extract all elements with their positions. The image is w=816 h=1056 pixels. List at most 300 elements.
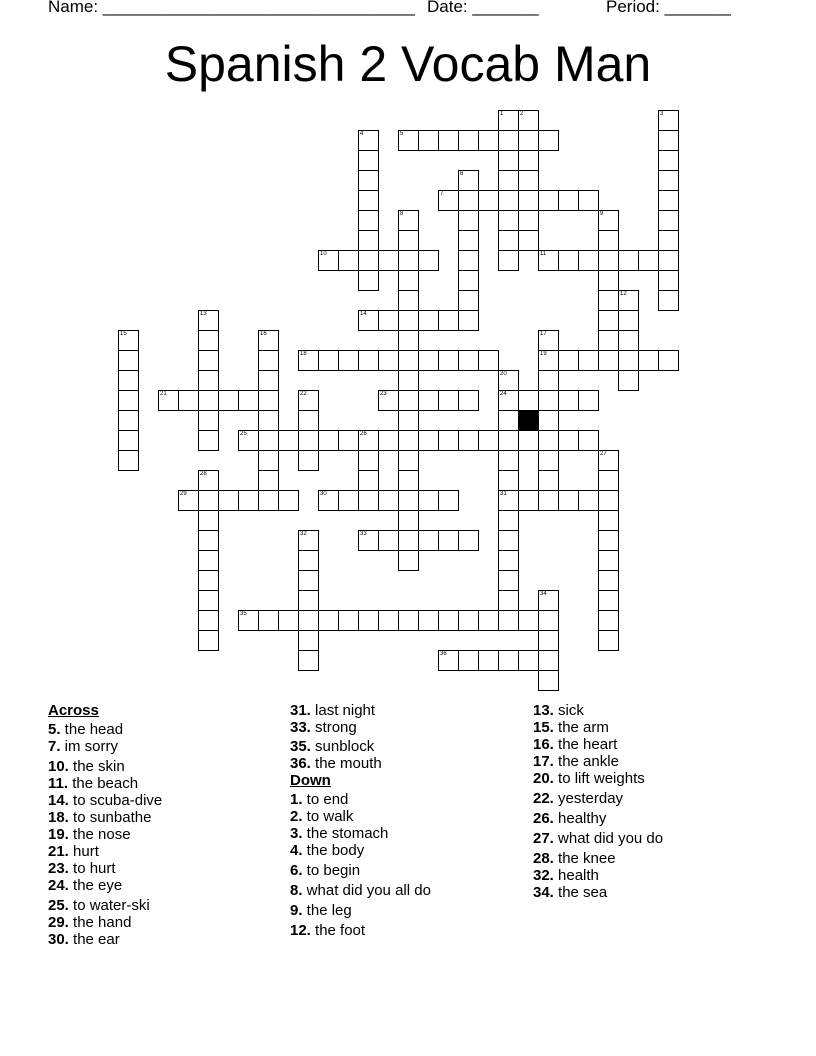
clue-number: 2 [520, 111, 524, 117]
grid-cell[interactable] [598, 270, 619, 291]
grid-cell[interactable] [598, 230, 619, 251]
clue-number: 14 [360, 311, 367, 317]
grid-cell[interactable] [638, 250, 659, 271]
clue-number: 28 [200, 471, 207, 477]
clue-number: 15 [120, 331, 127, 337]
grid-cell[interactable] [578, 350, 599, 371]
grid-cell[interactable] [238, 390, 259, 411]
grid-cell[interactable] [258, 490, 279, 511]
grid-cell[interactable] [298, 570, 319, 591]
grid-cell[interactable] [418, 130, 439, 151]
across-clue: 24. the eye [48, 877, 123, 894]
grid-cell[interactable] [498, 130, 519, 151]
grid-cell[interactable] [598, 630, 619, 651]
grid-cell[interactable] [498, 190, 519, 211]
grid-cell[interactable] [458, 270, 479, 291]
grid-cell[interactable] [358, 470, 379, 491]
grid-cell[interactable] [598, 590, 619, 611]
grid-cell[interactable] [118, 350, 139, 371]
grid-cell[interactable] [398, 270, 419, 291]
clue-number: 10 [320, 251, 327, 257]
grid-cell[interactable] [318, 430, 339, 451]
grid-cell[interactable] [438, 490, 459, 511]
grid-cell[interactable] [438, 390, 459, 411]
grid-cell[interactable] [398, 390, 419, 411]
grid-cell[interactable] [598, 550, 619, 571]
across-clue: 33. strong [290, 719, 357, 736]
clue-number: 6 [460, 171, 464, 177]
down-clue: 6. to begin [290, 862, 361, 879]
grid-cell[interactable] [538, 190, 559, 211]
grid-cell[interactable] [198, 430, 219, 451]
down-heading: Down [290, 772, 331, 789]
grid-cell[interactable] [518, 150, 539, 171]
grid-cell[interactable] [478, 610, 499, 631]
grid-cell[interactable] [598, 250, 619, 271]
grid-cell[interactable] [358, 450, 379, 471]
down-clue-list-2 [533, 702, 773, 901]
grid-cell[interactable] [538, 470, 559, 491]
grid-cell[interactable] [398, 450, 419, 471]
grid-cell[interactable] [478, 430, 499, 451]
grid-cell[interactable] [278, 430, 299, 451]
grid-cell[interactable] [598, 330, 619, 351]
grid-cell[interactable] [598, 290, 619, 311]
grid-cell[interactable] [498, 170, 519, 191]
grid-cell[interactable] [358, 210, 379, 231]
across-clue-list-2 [290, 702, 530, 772]
grid-cell[interactable] [518, 490, 539, 511]
grid-cell[interactable] [198, 630, 219, 651]
grid-cell[interactable] [198, 390, 219, 411]
clue-number: 11 [540, 251, 547, 257]
grid-cell[interactable] [358, 230, 379, 251]
down-clue: 32. health [533, 867, 599, 884]
grid-cell[interactable] [358, 250, 379, 271]
grid-cell[interactable] [498, 450, 519, 471]
grid-cell[interactable] [398, 290, 419, 311]
grid-cell[interactable] [458, 310, 479, 331]
clue-number: 32 [300, 531, 307, 537]
grid-cell[interactable] [378, 610, 399, 631]
grid-cell[interactable] [398, 610, 419, 631]
grid-cell[interactable] [458, 430, 479, 451]
down-clue: 20. to lift weights [533, 770, 645, 787]
clue-number: 23 [380, 391, 387, 397]
grid-cell[interactable] [198, 370, 219, 391]
grid-cell[interactable] [198, 610, 219, 631]
grid-cell[interactable] [558, 190, 579, 211]
grid-cell[interactable] [458, 390, 479, 411]
grid-cell[interactable] [398, 310, 419, 331]
grid-cell[interactable] [198, 510, 219, 531]
grid-cell[interactable] [538, 610, 559, 631]
grid-cell[interactable] [338, 350, 359, 371]
grid-cell[interactable] [618, 330, 639, 351]
down-clue: 27. what did you do [533, 830, 664, 847]
grid-cell[interactable] [598, 510, 619, 531]
grid-cell[interactable] [318, 610, 339, 631]
down-clue: 28. the knee [533, 850, 616, 867]
grid-cell[interactable] [518, 610, 539, 631]
clue-number: 26 [360, 431, 367, 437]
grid-cell[interactable] [618, 310, 639, 331]
across-heading: Across [48, 702, 99, 719]
grid-cell[interactable] [198, 590, 219, 611]
grid-cell[interactable] [258, 410, 279, 431]
grid-cell[interactable] [458, 130, 479, 151]
grid-cell[interactable] [398, 530, 419, 551]
grid-cell[interactable] [658, 210, 679, 231]
grid-cell[interactable] [498, 590, 519, 611]
grid-cell[interactable] [498, 430, 519, 451]
grid-cell[interactable] [438, 530, 459, 551]
grid-cell[interactable] [658, 290, 679, 311]
grid-cell[interactable] [298, 650, 319, 671]
clue-number: 4 [360, 131, 364, 137]
grid-cell[interactable] [298, 630, 319, 651]
grid-cell[interactable] [458, 650, 479, 671]
down-clue: 9. the leg [290, 902, 352, 919]
across-clue: 11. the beach [48, 775, 139, 792]
down-clue: 15. the arm [533, 719, 609, 736]
grid-cell[interactable] [458, 230, 479, 251]
clue-number: 12 [620, 291, 627, 297]
grid-cell[interactable] [398, 370, 419, 391]
grid-cell[interactable] [398, 470, 419, 491]
grid-cell[interactable] [498, 470, 519, 491]
grid-cell[interactable] [218, 390, 239, 411]
across-clue: 30. the ear [48, 931, 120, 948]
grid-cell[interactable] [118, 410, 139, 431]
down-clue-list-1 [290, 791, 530, 939]
grid-cell[interactable] [418, 390, 439, 411]
grid-cell[interactable] [538, 650, 559, 671]
across-clue: 19. the nose [48, 826, 131, 843]
grid-cell[interactable] [498, 250, 519, 271]
clue-column-2 [290, 702, 530, 939]
grid-cell[interactable] [378, 310, 399, 331]
grid-cell[interactable] [358, 350, 379, 371]
grid-cell[interactable] [338, 250, 359, 271]
grid-cell[interactable] [358, 190, 379, 211]
grid-cell[interactable] [298, 410, 319, 431]
grid-cell[interactable] [398, 550, 419, 571]
clue-number: 7 [440, 191, 444, 197]
grid-cell[interactable] [538, 630, 559, 651]
grid-cell[interactable] [558, 250, 579, 271]
grid-cell[interactable] [518, 190, 539, 211]
grid-cell[interactable] [498, 210, 519, 231]
grid-cell[interactable] [258, 430, 279, 451]
grid-cell[interactable] [538, 410, 559, 431]
down-clue: 2. to walk [290, 808, 354, 825]
across-clue-list-1 [48, 721, 288, 948]
grid-cell[interactable] [518, 230, 539, 251]
grid-cell[interactable] [598, 490, 619, 511]
grid-cell[interactable] [198, 330, 219, 351]
grid-cell[interactable] [378, 530, 399, 551]
clue-number: 29 [180, 491, 187, 497]
grid-cell[interactable] [538, 450, 559, 471]
grid-cell[interactable] [478, 650, 499, 671]
grid-cell[interactable] [358, 170, 379, 191]
down-clue: 1. to end [290, 791, 349, 808]
grid-cell[interactable] [418, 490, 439, 511]
grid-cell[interactable] [358, 490, 379, 511]
clue-number: 25 [240, 431, 247, 437]
across-clue: 36. the mouth [290, 755, 382, 772]
clue-number: 36 [440, 651, 447, 657]
grid-cell[interactable] [258, 390, 279, 411]
grid-cell[interactable] [458, 610, 479, 631]
clue-number: 33 [360, 531, 367, 537]
grid-cell[interactable] [458, 210, 479, 231]
grid-cell[interactable] [398, 430, 419, 451]
grid-cell[interactable] [198, 350, 219, 371]
grid-cell[interactable] [498, 610, 519, 631]
grid-cell[interactable] [538, 670, 559, 691]
grid-cell[interactable] [518, 130, 539, 151]
grid-cell[interactable] [118, 430, 139, 451]
grid-cell[interactable] [258, 370, 279, 391]
grid-cell[interactable] [658, 270, 679, 291]
clue-number: 9 [600, 211, 604, 217]
clue-number: 3 [660, 111, 664, 117]
grid-cell[interactable] [198, 530, 219, 551]
grid-cell[interactable] [498, 230, 519, 251]
name-field[interactable]: Name: _________________________________ [48, 0, 415, 16]
grid-cell[interactable] [278, 490, 299, 511]
clue-column-3 [533, 702, 773, 901]
period-field[interactable]: Period: _______ [606, 0, 731, 16]
grid-cell[interactable] [518, 170, 539, 191]
grid-cell[interactable] [658, 350, 679, 371]
grid-cell[interactable] [418, 350, 439, 371]
clue-number: 5 [400, 131, 404, 137]
grid-cell[interactable] [598, 570, 619, 591]
down-clue: 34. the sea [533, 884, 608, 901]
clue-column-1 [48, 702, 288, 948]
clue-number: 30 [320, 491, 327, 497]
grid-cell[interactable] [518, 430, 539, 451]
grid-cell[interactable] [558, 430, 579, 451]
grid-cell[interactable] [518, 390, 539, 411]
grid-cell[interactable] [578, 250, 599, 271]
across-clue: 29. the hand [48, 914, 132, 931]
grid-cell[interactable] [378, 250, 399, 271]
down-clue: 22. yesterday [533, 790, 624, 807]
grid-cell[interactable] [338, 610, 359, 631]
across-clue: 35. sunblock [290, 738, 375, 755]
grid-cell[interactable] [458, 190, 479, 211]
grid-cell[interactable] [258, 610, 279, 631]
grid-cell[interactable] [298, 450, 319, 471]
grid-cell[interactable] [658, 150, 679, 171]
grid-cell[interactable] [538, 490, 559, 511]
grid-cell[interactable] [538, 390, 559, 411]
clue-number: 31 [500, 491, 507, 497]
grid-cell[interactable] [498, 530, 519, 551]
grid-cell[interactable] [298, 550, 319, 571]
grid-cell[interactable] [398, 410, 419, 431]
clue-number: 8 [400, 211, 404, 217]
grid-cell[interactable] [358, 150, 379, 171]
across-clue: 25. to water-ski [48, 897, 150, 914]
grid-cell[interactable] [618, 250, 639, 271]
across-clue: 14. to scuba-dive [48, 792, 163, 809]
grid-cell[interactable] [298, 610, 319, 631]
down-clue: 8. what did you all do [290, 882, 431, 899]
grid-cell[interactable] [538, 370, 559, 391]
across-clue: 23. to hurt [48, 860, 116, 877]
down-clue: 13. sick [533, 702, 584, 719]
grid-cell[interactable] [398, 230, 419, 251]
grid-cell[interactable] [518, 210, 539, 231]
grid-cell[interactable] [398, 330, 419, 351]
clue-number: 1 [500, 111, 504, 117]
grid-cell[interactable] [118, 450, 139, 471]
grid-cell[interactable] [378, 430, 399, 451]
clue-number: 16 [260, 331, 267, 337]
across-clue: 7. im sorry [48, 738, 119, 755]
grid-cell[interactable] [398, 350, 419, 371]
grid-cell[interactable] [338, 490, 359, 511]
grid-cell[interactable] [258, 450, 279, 471]
page-title: Spanish 2 Vocab Man [164, 36, 652, 92]
grid-cell[interactable] [658, 190, 679, 211]
grid-cell[interactable] [198, 570, 219, 591]
down-clue: 4. the body [290, 842, 365, 859]
clue-number: 24 [500, 391, 507, 397]
grid-cell[interactable] [458, 250, 479, 271]
grid-cell[interactable] [478, 130, 499, 151]
grid-cell[interactable] [658, 230, 679, 251]
grid-cell[interactable] [598, 470, 619, 491]
grid-cell[interactable] [178, 390, 199, 411]
grid-cell[interactable] [318, 350, 339, 371]
grid-cell[interactable] [438, 350, 459, 371]
grid-cell[interactable] [598, 310, 619, 331]
clue-number: 35 [240, 611, 247, 617]
grid-cell[interactable] [238, 490, 259, 511]
grid-cell[interactable] [518, 650, 539, 671]
grid-cell[interactable] [418, 530, 439, 551]
grid-cell[interactable] [418, 430, 439, 451]
grid-cell[interactable] [438, 610, 459, 631]
grid-cell[interactable] [438, 130, 459, 151]
grid-cell[interactable] [118, 390, 139, 411]
grid-cell[interactable] [398, 510, 419, 531]
across-clue: 18. to sunbathe [48, 809, 152, 826]
grid-cell[interactable] [118, 370, 139, 391]
clue-number: 27 [600, 451, 607, 457]
grid-cell[interactable] [598, 350, 619, 371]
grid-cell[interactable] [598, 530, 619, 551]
grid-cell[interactable] [398, 250, 419, 271]
clue-number: 34 [540, 591, 547, 597]
grid-cell[interactable] [338, 430, 359, 451]
grid-cell[interactable] [218, 490, 239, 511]
grid-cell[interactable] [458, 350, 479, 371]
grid-cell[interactable] [198, 550, 219, 571]
clue-number: 20 [500, 371, 507, 377]
grid-cell[interactable] [478, 190, 499, 211]
clue-number: 22 [300, 391, 307, 397]
date-field[interactable]: Date: _______ [427, 0, 539, 16]
clue-number: 17 [540, 331, 547, 337]
grid-cell[interactable] [198, 410, 219, 431]
down-clue: 16. the heart [533, 736, 618, 753]
grid-cell[interactable] [598, 610, 619, 631]
grid-cell[interactable] [398, 490, 419, 511]
grid-cell[interactable] [618, 370, 639, 391]
grid-cell[interactable] [278, 610, 299, 631]
grid-cell[interactable] [578, 490, 599, 511]
grid-cell[interactable] [198, 490, 219, 511]
grid-cell[interactable] [498, 510, 519, 531]
grid-cell[interactable] [418, 610, 439, 631]
grid-cell[interactable] [358, 610, 379, 631]
grid-cell[interactable] [478, 350, 499, 371]
grid-cell[interactable] [558, 490, 579, 511]
grid-cell[interactable] [658, 130, 679, 151]
grid-cell[interactable] [438, 310, 459, 331]
grid-cell[interactable] [578, 430, 599, 451]
grid-cell[interactable] [258, 470, 279, 491]
grid-cell[interactable] [638, 350, 659, 371]
grid-cell[interactable] [438, 430, 459, 451]
down-clue: 26. healthy [533, 810, 607, 827]
down-clue: 12. the foot [290, 922, 366, 939]
grid-cell[interactable] [258, 350, 279, 371]
grid-cell[interactable] [418, 250, 439, 271]
grid-cell[interactable] [378, 490, 399, 511]
clue-number: 21 [160, 391, 167, 397]
grid-cell[interactable] [558, 390, 579, 411]
grid-cell[interactable] [498, 410, 519, 431]
grid-cell[interactable] [498, 550, 519, 571]
across-clue: 31. last night [290, 702, 376, 719]
grid-cell[interactable] [378, 350, 399, 371]
down-clue: 17. the ankle [533, 753, 619, 770]
grid-cell[interactable] [498, 150, 519, 171]
grid-cell[interactable] [298, 430, 319, 451]
clue-number: 19 [540, 351, 547, 357]
grid-cell[interactable] [538, 130, 559, 151]
grid-cell[interactable] [458, 290, 479, 311]
grid-cell[interactable] [498, 650, 519, 671]
black-square [518, 410, 539, 431]
grid-cell[interactable] [538, 430, 559, 451]
grid-cell[interactable] [658, 250, 679, 271]
across-clue: 5. the head [48, 721, 124, 738]
down-clue: 3. the stomach [290, 825, 389, 842]
grid-cell[interactable] [618, 350, 639, 371]
across-clue: 10. the skin [48, 758, 125, 775]
grid-cell[interactable] [658, 170, 679, 191]
grid-cell[interactable] [578, 390, 599, 411]
grid-cell[interactable] [558, 350, 579, 371]
grid-cell[interactable] [578, 190, 599, 211]
clue-number: 13 [200, 311, 207, 317]
grid-cell[interactable] [358, 270, 379, 291]
grid-cell[interactable] [498, 570, 519, 591]
across-clue: 21. hurt [48, 843, 99, 860]
grid-cell[interactable] [418, 310, 439, 331]
grid-cell[interactable] [458, 530, 479, 551]
grid-cell[interactable] [298, 590, 319, 611]
